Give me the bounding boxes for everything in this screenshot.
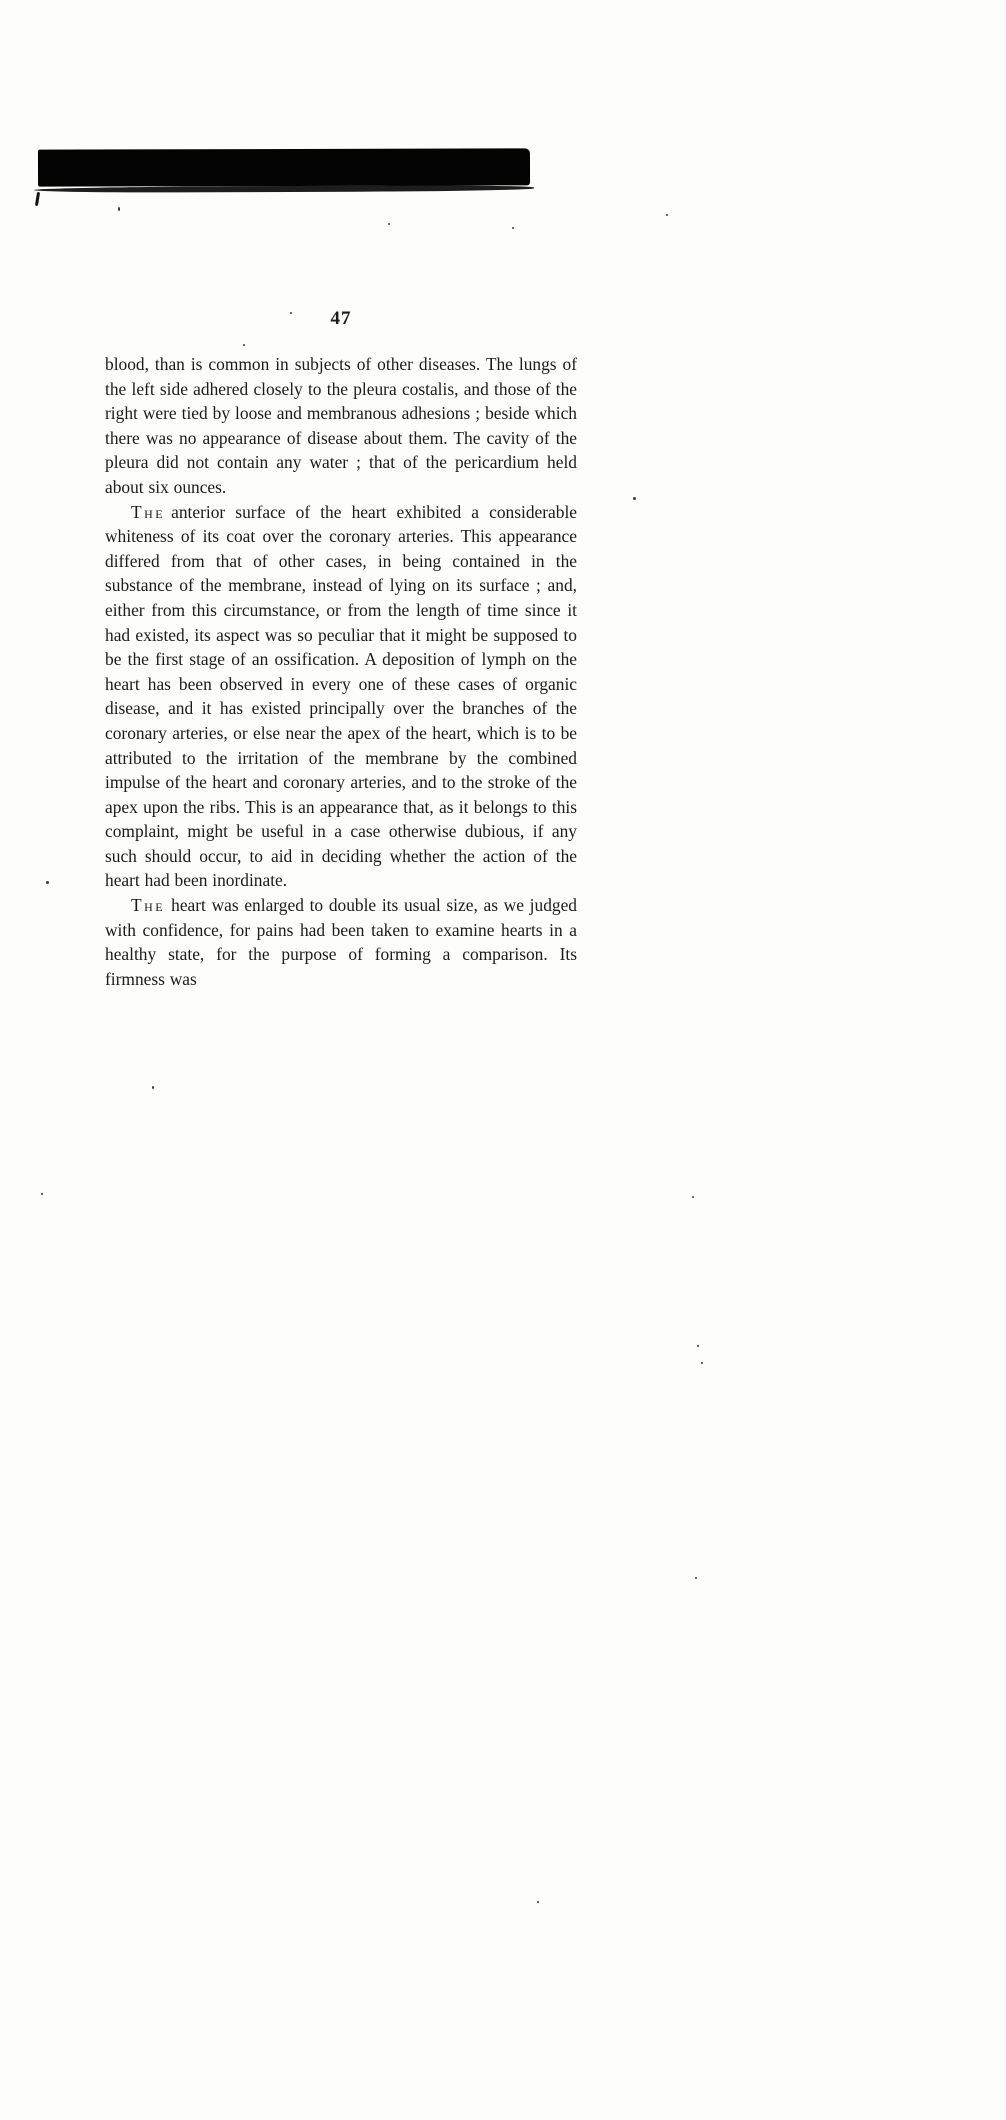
scan-speck <box>697 1345 699 1347</box>
paragraph-lead: The <box>131 895 166 916</box>
page-number: 47 <box>330 308 352 329</box>
redaction-bar <box>38 148 530 186</box>
paragraph <box>105 893 577 991</box>
paragraph <box>105 352 577 500</box>
scan-speck <box>46 881 49 884</box>
scan-speck <box>695 1577 697 1579</box>
scan-speck <box>290 312 292 314</box>
paragraph-text: heart was enlarged to double its usual size, as we judged with confidence, for pains had been taken to examine hearts in a healthy state, for the purpose of forming a comparison. Its firmness was <box>105 895 577 989</box>
scan-speck <box>512 227 514 229</box>
scan-speck <box>118 207 120 211</box>
scan-speck <box>152 1086 154 1089</box>
body-text <box>105 352 577 991</box>
scan-speck <box>41 1193 43 1195</box>
scan-speck <box>666 214 668 216</box>
scan-speck <box>537 1901 539 1903</box>
redaction-bar-hook <box>35 192 40 206</box>
paragraph <box>105 500 577 894</box>
scan-speck <box>243 344 245 346</box>
paragraph-lead: The <box>131 501 166 522</box>
scan-speck <box>701 1362 703 1364</box>
paragraph-text: anterior surface of the heart exhibited a considerable whiteness of its coat over the coronary arteries. This appearance differed from that of other cases, in being contained in the substance of the membrane, instead of lying on its surface ; and, either from this circumstance, or from the length of time since it had existed, its aspect was so peculiar that it might be supposed to be the first stage of an ossification. A deposition of lymph on the heart has been observed in every one of these cases of organic disease, and it has existed principally over the branches of the coronary arteries, or else near the apex of the heart, which is to be attributed to the irritation of the membrane by the combined impulse of the heart and coronary arteries, and to the stroke of the apex upon the ribs. This is an appearance that, as it belongs to this complaint, might be useful in a case otherwise dubious, if any such should occur, to aid in deciding whether the action of the heart had been inordinate. <box>105 501 577 891</box>
scan-speck <box>692 1196 694 1198</box>
scan-speck <box>633 497 636 500</box>
paragraph-text: blood, than is common in subjects of other diseases. The lungs of the left side adhered closely to the pleura costalis, and those of the right were tied by loose and membranous adhesions ; beside which there was no appearance of disease about them. The cavity of the pleura did not contain any water ; that of the pericardium held about six ounces. <box>105 354 577 497</box>
scan-speck <box>388 223 390 225</box>
